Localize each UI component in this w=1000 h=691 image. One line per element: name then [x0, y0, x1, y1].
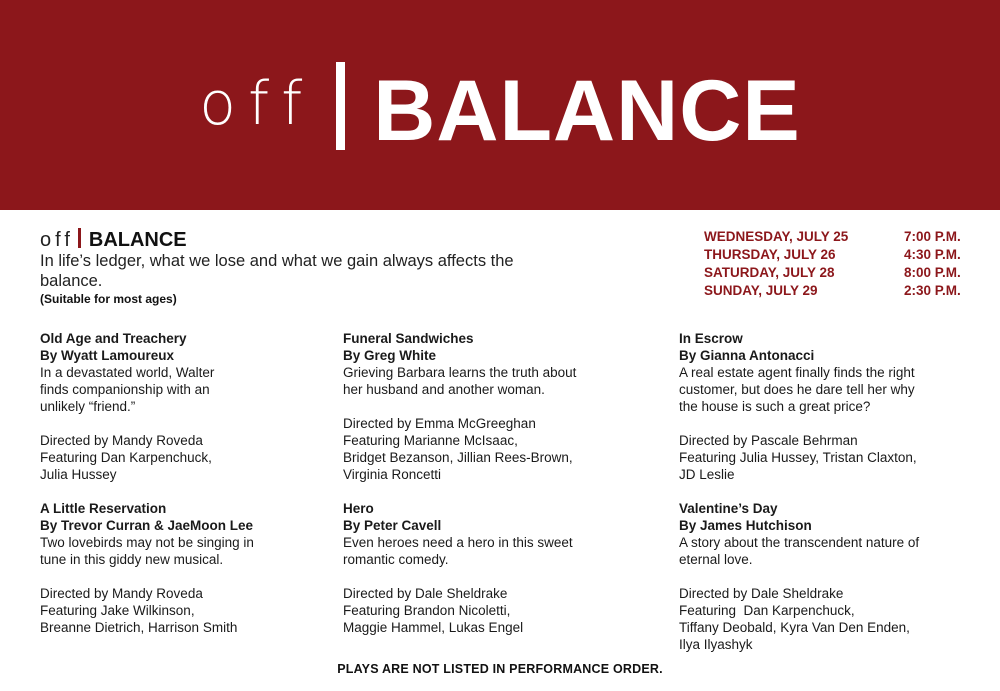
play-author: By Wyatt Lamoureux: [40, 348, 175, 363]
play-entry: [40, 500, 310, 636]
age-note: (Suitable for most ages): [40, 292, 177, 306]
play-synopsis-line: A story about the transcendent nature of: [679, 535, 920, 550]
play-credit-line: JD Leslie: [679, 467, 735, 482]
schedule-day: WEDNESDAY, JULY 25: [704, 229, 849, 244]
play-entry: [40, 330, 310, 483]
banner-balance-text: BALANCE: [373, 63, 801, 159]
play-credit-line: Featuring Brandon Nicoletti,: [343, 603, 511, 618]
play-synopsis-line: tune in this giddy new musical.: [40, 552, 224, 567]
play-synopsis-line: Two lovebirds may not be singing in: [40, 535, 254, 550]
performance-schedule: [704, 228, 974, 300]
play-credit-line: Breanne Dietrich, Harrison Smith: [40, 620, 238, 635]
play-credit-line: Bridget Bezanson, Jillian Rees-Brown,: [343, 450, 573, 465]
play-credit-line: Featuring Julia Hussey, Tristan Claxton,: [679, 450, 917, 465]
play-entry: [679, 500, 979, 653]
show-title: [40, 228, 187, 250]
show-title-off: off: [40, 229, 74, 251]
schedule-time: 8:00 P.M.: [904, 265, 961, 280]
play-author: By Peter Cavell: [343, 518, 442, 533]
play-credit-line: Tiffany Deobald, Kyra Van Den Enden,: [679, 620, 910, 635]
play-author: By James Hutchison: [679, 518, 812, 533]
banner-divider: [336, 62, 345, 150]
play-synopsis-line: the house is such a great price?: [679, 399, 871, 414]
banner-off-text: off: [199, 68, 315, 139]
play-synopsis-line: romantic comedy.: [343, 552, 449, 567]
play-credit-line: Directed by Mandy Roveda: [40, 586, 203, 601]
play-synopsis-line: her husband and another woman.: [343, 382, 545, 397]
play-credit-line: Directed by Pascale Behrman: [679, 433, 858, 448]
schedule-time: 7:00 P.M.: [904, 229, 961, 244]
play-entry: [343, 500, 643, 636]
play-credit-line: Featuring Jake Wilkinson,: [40, 603, 195, 618]
play-credit-line: Virginia Roncetti: [343, 467, 442, 482]
play-synopsis-line: finds companionship with an: [40, 382, 210, 397]
banner-logo: [0, 62, 1000, 162]
play-credit-line: Ilya Ilyashyk: [679, 637, 753, 652]
play-credit-line: Julia Hussey: [40, 467, 117, 482]
play-title: Old Age and Treachery: [40, 331, 187, 346]
schedule-time: 4:30 P.M.: [904, 247, 961, 262]
play-title: A Little Reservation: [40, 501, 167, 516]
play-credit-line: Featuring Dan Karpenchuck,: [679, 603, 855, 618]
play-credit-line: Directed by Dale Sheldrake: [343, 586, 508, 601]
play-synopsis-line: customer, but does he dare tell her why: [679, 382, 915, 397]
plays-column-1: [40, 330, 310, 636]
play-author: By Trevor Curran & JaeMoon Lee: [40, 518, 254, 533]
show-title-balance: BALANCE: [88, 229, 187, 251]
play-title: Valentine’s Day: [679, 501, 778, 516]
title-banner: [0, 0, 1000, 210]
order-disclaimer: PLAYS ARE NOT LISTED IN PERFORMANCE ORDER.: [337, 662, 663, 676]
schedule-row: [704, 246, 974, 264]
plays-column-3: [679, 330, 979, 653]
schedule-time: 2:30 P.M.: [904, 283, 961, 298]
play-credit-line: Maggie Hammel, Lukas Engel: [343, 620, 524, 635]
schedule-day: THURSDAY, JULY 26: [704, 247, 836, 262]
schedule-row: [704, 264, 974, 282]
schedule-day: SUNDAY, JULY 29: [704, 283, 818, 298]
show-title-divider: [78, 228, 81, 248]
play-credit-line: Directed by Emma McGreeghan: [343, 416, 536, 431]
schedule-row: [704, 228, 974, 246]
show-tagline: In life’s ledger, what we lose and what we gain always affects the balance.: [40, 252, 514, 290]
play-synopsis-line: eternal love.: [679, 552, 753, 567]
play-credit-line: Featuring Marianne McIsaac,: [343, 433, 518, 448]
play-credit-line: Directed by Dale Sheldrake: [679, 586, 844, 601]
play-title: Funeral Sandwiches: [343, 331, 474, 346]
play-entry: [343, 330, 643, 483]
play-title: In Escrow: [679, 331, 743, 346]
play-credit-line: Featuring Dan Karpenchuck,: [40, 450, 212, 465]
play-entry: [679, 330, 979, 483]
schedule-row: [704, 282, 974, 300]
play-title: Hero: [343, 501, 374, 516]
schedule-day: SATURDAY, JULY 28: [704, 265, 835, 280]
play-synopsis-line: A real estate agent finally finds the right: [679, 365, 915, 380]
play-synopsis-line: Even heroes need a hero in this sweet: [343, 535, 573, 550]
play-synopsis-line: Grieving Barbara learns the truth about: [343, 365, 577, 380]
plays-column-2: [343, 330, 643, 636]
play-synopsis-line: unlikely “friend.”: [40, 399, 136, 414]
play-author: By Greg White: [343, 348, 437, 363]
play-credit-line: Directed by Mandy Roveda: [40, 433, 203, 448]
play-author: By Gianna Antonacci: [679, 348, 815, 363]
play-synopsis-line: In a devastated world, Walter: [40, 365, 215, 380]
